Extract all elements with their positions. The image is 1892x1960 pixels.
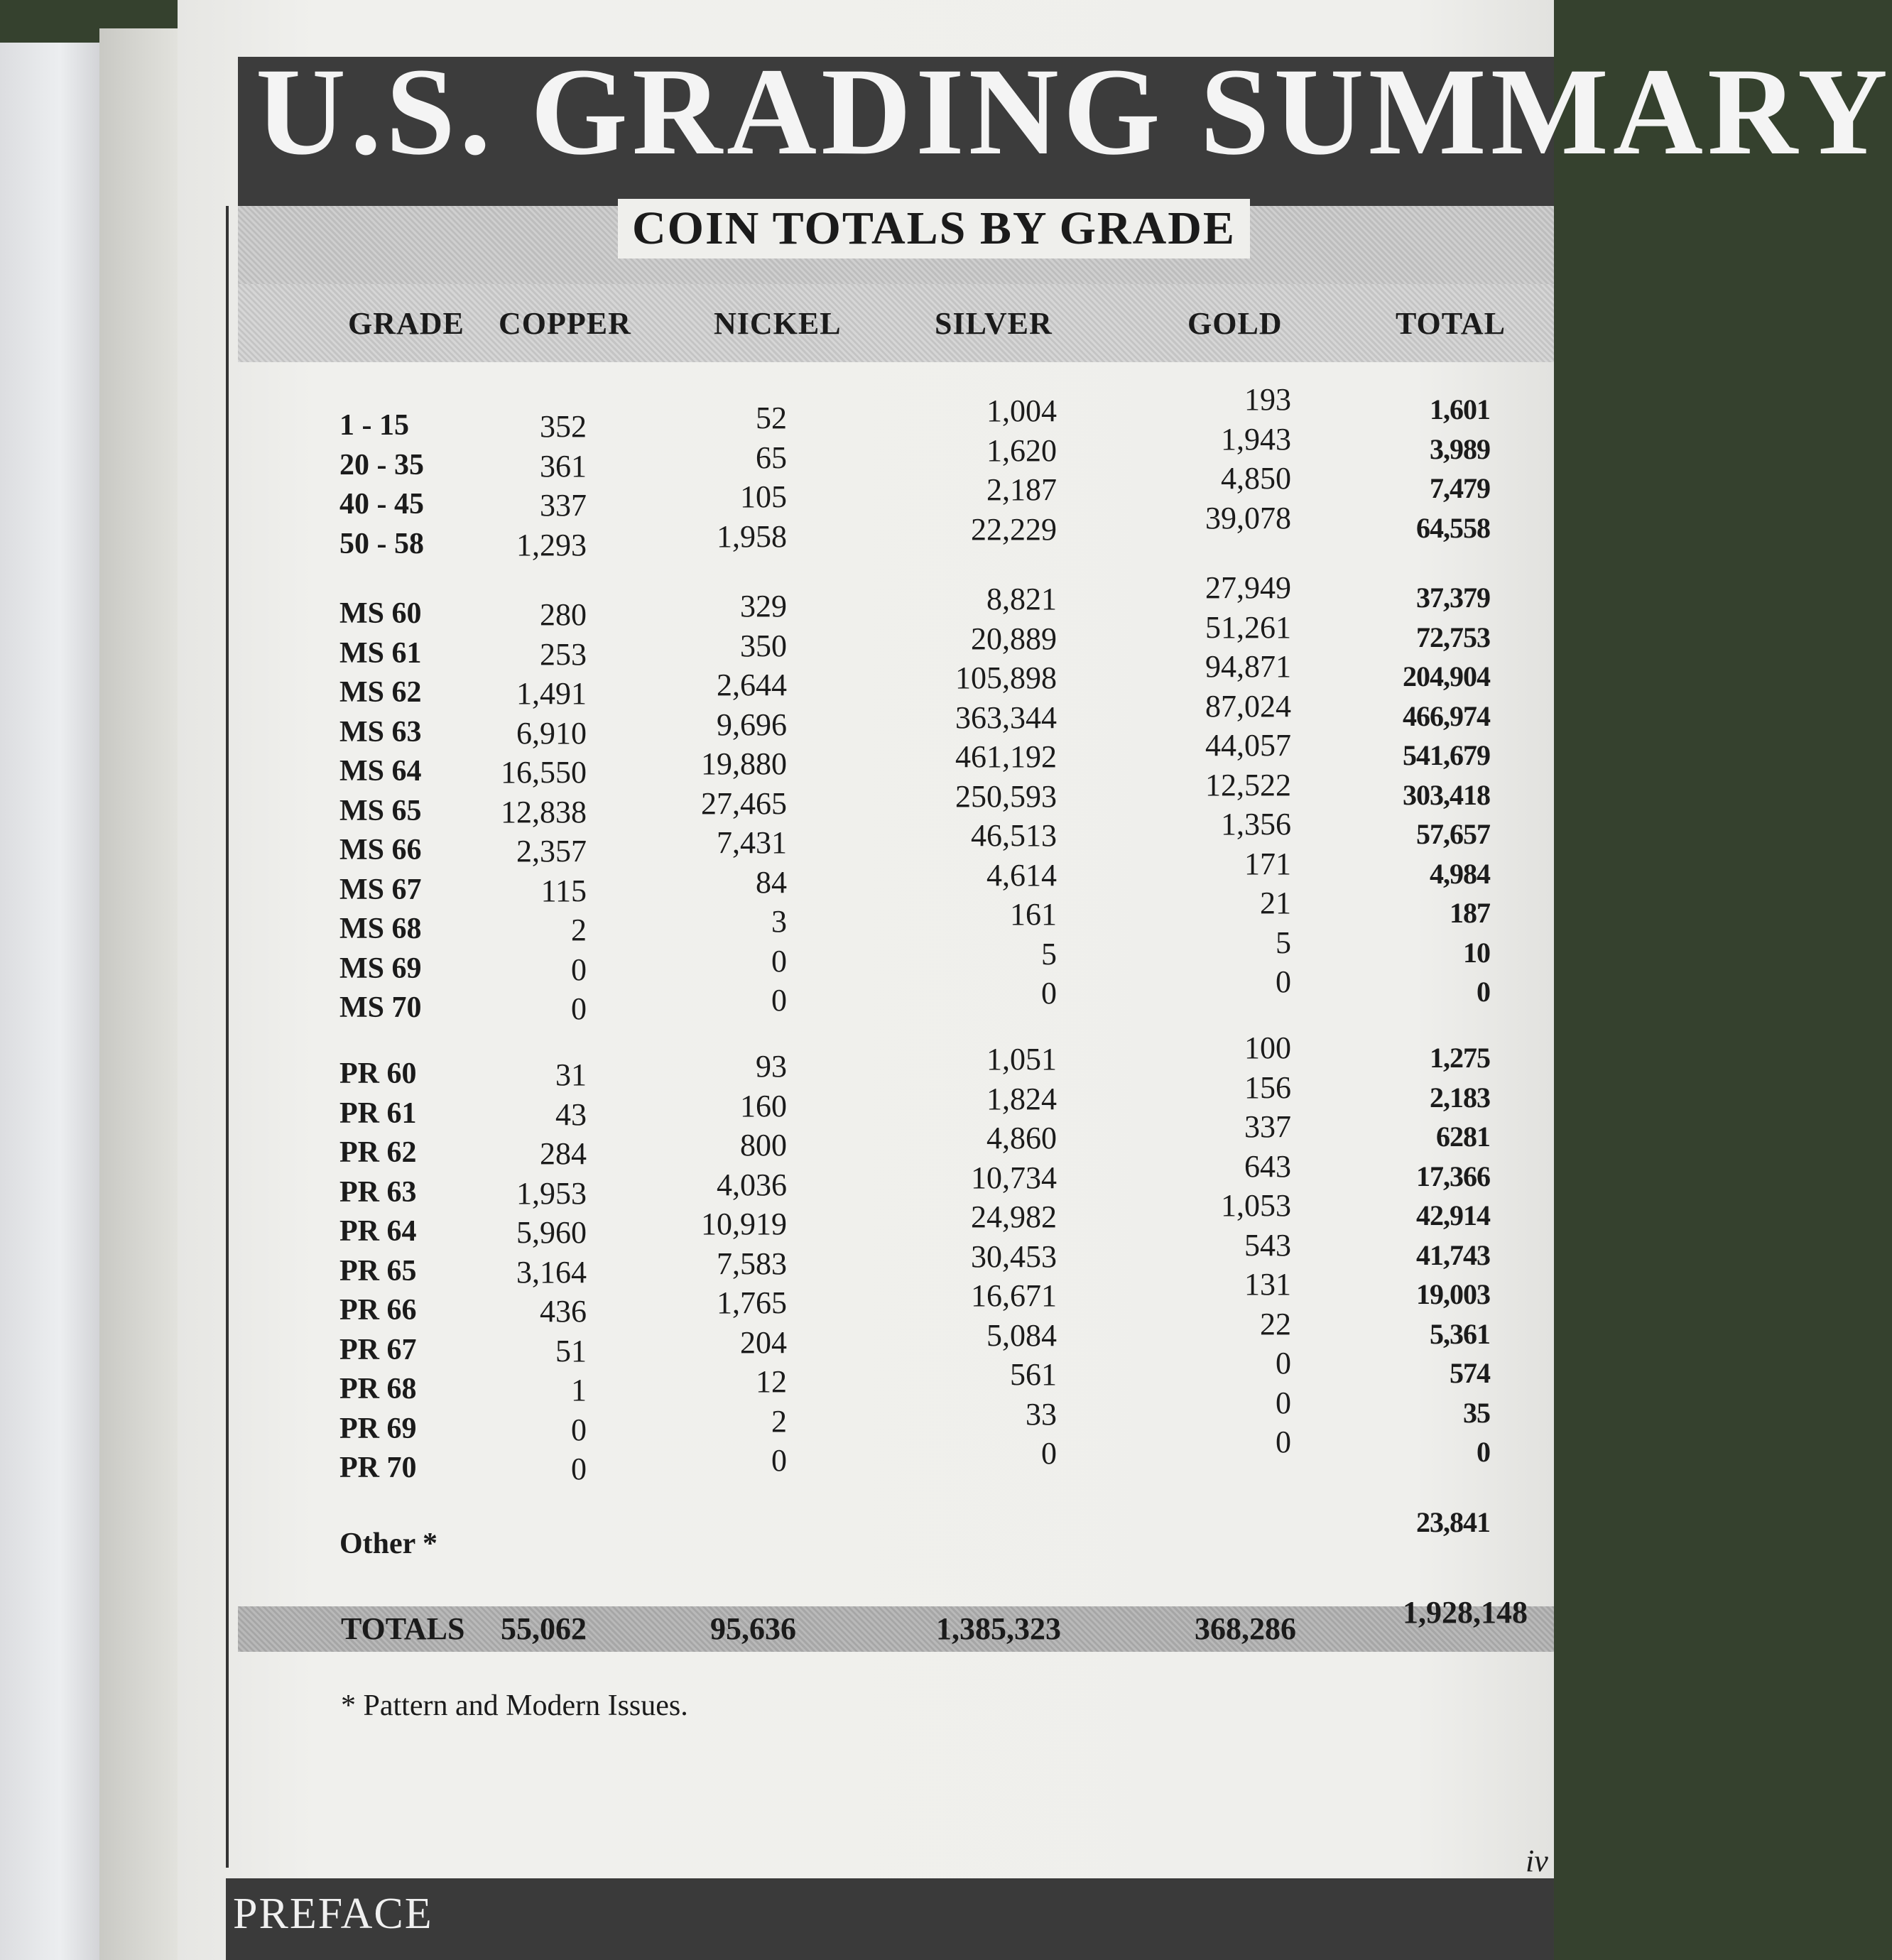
nickel-cell: 12	[756, 1364, 787, 1399]
nickel-cell: 0	[771, 943, 787, 979]
silver-cell: 30,453	[971, 1238, 1057, 1274]
total-cell: 204,904	[1403, 660, 1490, 692]
total-cell: 10	[1463, 936, 1490, 969]
silver-cell: 8,821	[986, 582, 1057, 616]
total-cell: 0	[1477, 976, 1490, 1008]
nickel-cell: 7,583	[717, 1246, 787, 1281]
nickel-cell: 7,431	[717, 825, 787, 860]
gold-cell: 21	[1260, 886, 1291, 920]
page-number: iv	[1526, 1844, 1548, 1878]
grade-label: MS 66	[339, 834, 422, 866]
silver-cell: 5	[1041, 936, 1057, 971]
grade-label: MS 67	[339, 873, 422, 906]
copper-cell: 1,491	[516, 676, 587, 711]
grade-label: MS 61	[339, 636, 422, 670]
gold-cell: 131	[1244, 1267, 1291, 1302]
silver-cell: 1,004	[986, 393, 1057, 428]
gold-cell: 87,024	[1205, 688, 1291, 724]
total-cell: 72,753	[1416, 621, 1490, 653]
silver-cell: 161	[1010, 897, 1057, 932]
copper-cell: 0	[571, 952, 587, 987]
nickel-cell: 2,644	[717, 668, 787, 702]
gold-cell: 27,949	[1205, 570, 1291, 605]
grade-label: PR 61	[339, 1096, 417, 1130]
total-cell: 303,418	[1403, 778, 1490, 811]
grade-label: MS 70	[339, 991, 422, 1024]
other-label-text: Other	[339, 1528, 415, 1560]
silver-cell: 33	[1026, 1396, 1057, 1432]
gold-cell: 94,871	[1205, 649, 1291, 684]
grade-label: 50 - 58	[339, 527, 424, 560]
grade-label: 40 - 45	[339, 488, 424, 521]
silver-cell: 20,889	[971, 621, 1057, 656]
silver-cell: 1,620	[986, 432, 1057, 468]
silver-cell: 0	[1041, 976, 1057, 1011]
grade-label: PR 66	[339, 1294, 417, 1327]
gold-cell: 12,522	[1205, 767, 1291, 802]
totals-nickel: 95,636	[710, 1611, 796, 1646]
silver-cell: 10,734	[971, 1160, 1057, 1195]
gold-cell: 643	[1244, 1148, 1291, 1184]
grade-label: PR 64	[339, 1215, 417, 1248]
total-cell: 64,558	[1416, 511, 1490, 544]
silver-cell: 46,513	[971, 818, 1057, 853]
total-cell: 466,974	[1403, 699, 1490, 732]
grade-label: PR 63	[339, 1175, 417, 1209]
silver-cell: 1,824	[986, 1081, 1057, 1116]
total-cell: 41,743	[1416, 1238, 1490, 1271]
nickel-cell: 10,919	[701, 1207, 787, 1241]
copper-cell: 6,910	[516, 715, 587, 751]
grade-label: 1 - 15	[339, 409, 409, 442]
copper-cell: 5,960	[516, 1215, 587, 1250]
gold-cell: 22	[1260, 1306, 1291, 1341]
gold-cell: 39,078	[1205, 500, 1291, 535]
gold-cell: 156	[1244, 1069, 1291, 1105]
copper-cell: 3,164	[516, 1254, 587, 1290]
total-cell: 187	[1450, 897, 1490, 929]
footnote: * Pattern and Modern Issues.	[341, 1689, 688, 1722]
copper-cell: 16,550	[501, 755, 587, 790]
total-cell: 6281	[1436, 1121, 1490, 1153]
nickel-cell: 1,958	[717, 518, 787, 554]
nickel-cell: 65	[756, 440, 787, 475]
copper-cell: 0	[571, 991, 587, 1026]
grade-label: MS 64	[339, 755, 422, 788]
copper-cell: 284	[540, 1136, 587, 1171]
totals-gold: 368,286	[1195, 1611, 1296, 1646]
gold-cell: 0	[1276, 964, 1291, 999]
total-cell: 0	[1477, 1436, 1490, 1468]
gold-cell: 543	[1244, 1227, 1291, 1263]
header-copper: COPPER	[499, 306, 631, 341]
nickel-cell: 52	[756, 401, 787, 435]
grade-label: MS 69	[339, 952, 422, 985]
silver-cell: 2,187	[986, 472, 1057, 507]
copper-cell: 1,953	[516, 1175, 587, 1211]
nickel-cell: 4,036	[717, 1167, 787, 1202]
total-cell: 42,914	[1416, 1199, 1490, 1231]
gold-cell: 4,850	[1221, 461, 1291, 496]
gold-cell: 100	[1244, 1030, 1291, 1065]
table-subtitle: COIN TOTALS BY GRADE	[618, 199, 1250, 258]
copper-cell: 115	[540, 873, 587, 908]
grade-label: MS 60	[339, 597, 422, 630]
nickel-cell: 19,880	[701, 746, 787, 781]
grade-label: PR 67	[339, 1333, 417, 1366]
grade-label: MS 68	[339, 913, 422, 945]
total-cell: 574	[1450, 1357, 1490, 1389]
footer-label: PREFACE	[233, 1890, 433, 1938]
total-cell: 5,361	[1430, 1317, 1490, 1350]
gold-cell: 1,356	[1221, 807, 1291, 842]
grade-label: PR 60	[339, 1057, 417, 1090]
grade-label: PR 69	[339, 1412, 417, 1445]
copper-cell: 51	[555, 1333, 587, 1368]
silver-cell: 22,229	[971, 511, 1057, 547]
totals-label: TOTALS	[341, 1611, 465, 1646]
nickel-cell: 27,465	[701, 785, 787, 821]
gold-cell: 337	[1244, 1109, 1291, 1144]
nickel-cell: 800	[740, 1128, 787, 1163]
total-cell: 1,275	[1430, 1042, 1490, 1074]
gold-cell: 51,261	[1205, 609, 1291, 645]
total-cell: 2,183	[1430, 1081, 1490, 1114]
copper-cell: 2	[571, 913, 587, 947]
silver-cell: 561	[1010, 1357, 1057, 1392]
gold-cell: 0	[1276, 1385, 1291, 1420]
silver-cell: 24,982	[971, 1199, 1057, 1234]
gold-cell: 171	[1244, 846, 1291, 881]
copper-cell: 436	[540, 1294, 587, 1329]
nickel-cell: 3	[771, 904, 787, 939]
nickel-cell: 329	[740, 589, 787, 624]
nickel-cell: 105	[740, 479, 787, 514]
nickel-cell: 1,765	[717, 1285, 787, 1320]
copper-cell: 1	[571, 1373, 587, 1408]
header-total: TOTAL	[1396, 306, 1506, 341]
totals-total: 1,928,148	[1403, 1595, 1528, 1630]
page-title: U.S. GRADING SUMMARY	[256, 43, 1892, 181]
copper-cell: 31	[555, 1057, 587, 1092]
copper-cell: 253	[540, 636, 587, 672]
grade-label: MS 62	[339, 676, 422, 709]
nickel-cell: 84	[756, 864, 787, 900]
nickel-cell: 93	[756, 1049, 787, 1084]
total-cell: 35	[1463, 1396, 1490, 1429]
copper-cell: 1,293	[516, 527, 587, 562]
other-row	[0, 1506, 1554, 1567]
copper-cell: 12,838	[501, 794, 587, 829]
total-cell: 4,984	[1430, 857, 1490, 890]
copper-cell: 352	[540, 409, 587, 444]
gold-cell: 193	[1244, 382, 1291, 417]
header-silver: SILVER	[935, 306, 1053, 341]
grade-label: PR 70	[339, 1452, 417, 1484]
silver-cell: 16,671	[971, 1278, 1057, 1313]
grade-label: MS 63	[339, 715, 422, 748]
nickel-cell: 2	[771, 1403, 787, 1439]
grade-label: PR 65	[339, 1254, 417, 1287]
gold-cell: 5	[1276, 925, 1291, 960]
grade-label: PR 62	[339, 1136, 417, 1169]
other-total: 23,841	[1416, 1506, 1490, 1538]
nickel-cell: 350	[740, 628, 787, 663]
silver-cell: 4,614	[986, 857, 1057, 893]
copper-cell: 2,357	[516, 834, 587, 869]
gold-cell: 0	[1276, 1425, 1291, 1459]
total-cell: 17,366	[1416, 1160, 1490, 1192]
gold-cell: 1,943	[1221, 421, 1291, 457]
total-cell: 57,657	[1416, 818, 1490, 850]
silver-cell: 5,084	[986, 1317, 1057, 1353]
total-cell: 541,679	[1403, 739, 1490, 771]
total-cell: 7,479	[1430, 472, 1490, 504]
silver-cell: 250,593	[955, 778, 1057, 814]
copper-cell: 361	[540, 448, 587, 484]
silver-cell: 0	[1041, 1436, 1057, 1471]
grade-label: 20 - 35	[339, 448, 424, 481]
copper-cell: 43	[555, 1096, 587, 1132]
other-label	[339, 1527, 437, 1561]
silver-cell: 105,898	[955, 660, 1057, 695]
copper-cell: 0	[571, 1452, 587, 1486]
totals-silver: 1,385,323	[936, 1611, 1061, 1646]
header-gold: GOLD	[1187, 306, 1283, 341]
gold-cell: 1,053	[1221, 1188, 1291, 1223]
header-grade: GRADE	[348, 306, 464, 341]
nickel-cell: 0	[771, 983, 787, 1018]
gold-cell: 0	[1276, 1346, 1291, 1381]
silver-cell: 1,051	[986, 1042, 1057, 1077]
total-cell: 1,601	[1430, 393, 1490, 425]
copper-cell: 337	[540, 488, 587, 523]
total-cell: 37,379	[1416, 582, 1490, 614]
total-cell: 19,003	[1416, 1278, 1490, 1310]
nickel-cell: 160	[740, 1088, 787, 1123]
nickel-cell: 9,696	[717, 707, 787, 742]
other-marker: *	[423, 1528, 438, 1560]
header-nickel: NICKEL	[714, 306, 842, 341]
silver-cell: 4,860	[986, 1121, 1057, 1155]
silver-cell: 363,344	[955, 699, 1057, 735]
total-cell: 3,989	[1430, 432, 1490, 465]
totals-copper: 55,062	[501, 1611, 587, 1646]
nickel-cell: 204	[740, 1324, 787, 1360]
grade-label: MS 65	[339, 794, 422, 827]
grade-label: PR 68	[339, 1373, 417, 1405]
copper-cell: 0	[571, 1412, 587, 1447]
silver-cell: 461,192	[955, 739, 1057, 774]
gold-cell: 44,057	[1205, 728, 1291, 763]
copper-cell: 280	[540, 597, 587, 632]
nickel-cell: 0	[771, 1443, 787, 1478]
